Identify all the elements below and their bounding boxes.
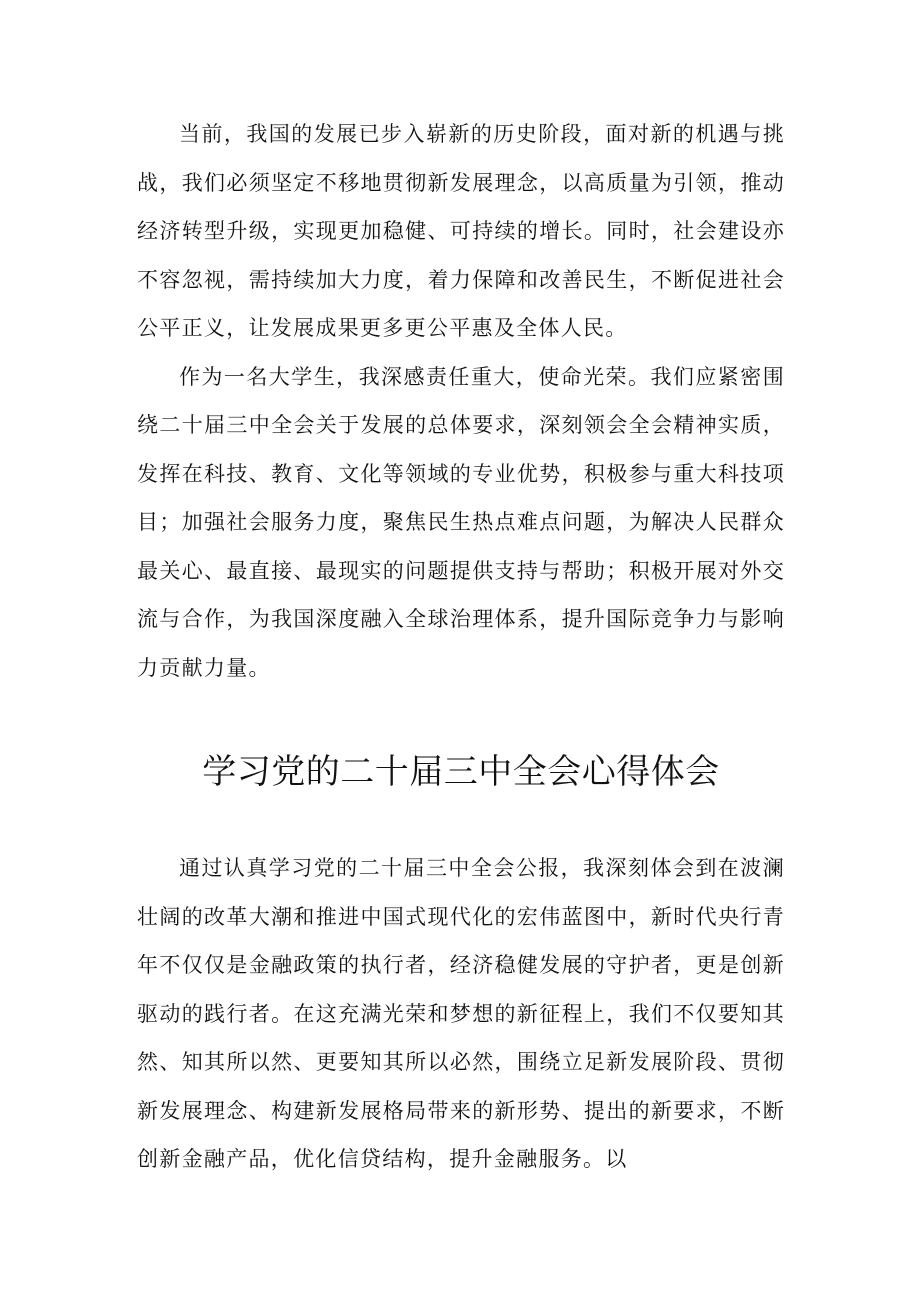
- document-body: [137, 110, 785, 1184]
- paragraph-study-communique: 通过认真学习党的二十届三中全会公报，我深刻体会到在波澜壮阔的改革大潮和推进中国式现代化的宏伟蓝图中，新时代央行青年不仅仅是金融政策的执行者，经济稳健发展的守护者，更是创新驱动的践行者。在这充满光荣和梦想的新征程上，我们不仅要知其然、知其所以然、更要知其所以必然，围绕立足新发展阶段、贯彻新发展理念、构建新发展格局带来的新形势、提出的新要求，不断创新金融产品，优化信贷结构，提升金融服务。以: [137, 856, 785, 1171]
- paragraph-student-responsibility: 作为一名大学生，我深感责任重大，使命光荣。我们应紧密围绕二十届三中全会关于发展的总体要求，深刻领会全会精神实质，发挥在科技、教育、文化等领域的专业优势，积极参与重大科技项目；加强社会服务力度，聚焦民生热点难点问题，为解决人民群众最关心、最直接、最现实的问题提供支持与帮助；积极开展对外交流与合作，为我国深度融入全球治理体系，提升国际竞争力与影响力贡献力量。: [137, 364, 785, 680]
- section-title: 学习党的二十届三中全会心得体会: [202, 752, 720, 792]
- paragraph-current-development: 当前，我国的发展已步入崭新的历史阶段，面对新的机遇与挑战，我们必须坚定不移地贯彻新发展理念，以高质量为引领，推动经济转型升级，实现更加稳健、可持续的增长。同时，社会建设亦不容忽视，需持续加大力度，着力保障和改善民生，不断促进社会公平正义，让发展成果更多更公平惠及全体人民。: [137, 122, 785, 340]
